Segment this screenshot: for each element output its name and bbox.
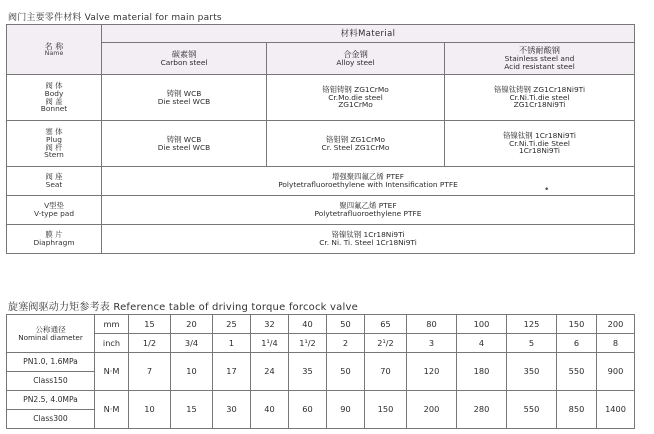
material-line: Cr. Steel ZG1CrMo: [321, 142, 390, 152]
inch-cell: 5: [507, 334, 557, 353]
material-line: Cr.Ni.Ti.die Steel: [509, 138, 570, 148]
pressure-class-label: PN2.5, 4.0MPa: [7, 391, 95, 410]
header-stainless: [445, 43, 635, 75]
material-line: Polytetrafluoroethylene PTFE: [314, 209, 422, 218]
material-line: Die steel WCB: [157, 142, 211, 152]
material-line: ZG1Cr18Ni9Ti: [513, 100, 566, 110]
name-line: Stern: [44, 150, 64, 160]
header-name-cell: [7, 25, 102, 75]
torque-value: 35: [289, 353, 327, 391]
torque-value: 550: [507, 391, 557, 429]
pressure-class-label: Class300: [7, 410, 95, 429]
pressure-class-label: Class150: [7, 372, 95, 391]
material-line: Polytetrafluoroethylene with Intensification PTFE: [278, 180, 458, 189]
header-stainless-en1: Stainless steel and: [504, 54, 575, 64]
torque-value: 280: [457, 391, 507, 429]
valve-material-table: [6, 24, 635, 254]
mm-cell: 125: [507, 315, 557, 334]
torque-value: 180: [457, 353, 507, 391]
inch-cell: 6: [557, 334, 597, 353]
valve-material-title: 阀门主要零件材料 Valve material for main parts: [8, 13, 222, 23]
mm-cell: 20: [171, 315, 213, 334]
nominal-en: Nominal diameter: [18, 332, 83, 342]
material-line: Cr.Mo.die steel: [328, 92, 383, 102]
name-line: Bonnet: [40, 104, 68, 114]
material-line: 铬钼铸钢 ZG1CrMo: [322, 84, 389, 94]
mm-cell: 200: [597, 315, 635, 334]
header-alloy-cn: 合金钢: [343, 49, 368, 60]
row-vpad-material: [102, 196, 635, 225]
unit-cell: N·M: [95, 391, 129, 429]
row-body-bonnet-alloy: [267, 75, 445, 121]
header-alloy: [267, 43, 445, 75]
torque-value: 70: [365, 353, 407, 391]
torque-value: 1400: [597, 391, 635, 429]
inch-cell: 1¹/2: [289, 334, 327, 353]
torque-table-title: 旋塞阀驱动力矩参考表 Reference table of driving torque forcock valve: [8, 302, 358, 313]
mm-cell: 150: [557, 315, 597, 334]
header-name-en: Name: [44, 49, 64, 58]
torque-value: 10: [129, 391, 171, 429]
material-line: 铸钢 WCB: [166, 88, 202, 98]
row-vpad-name: [7, 196, 102, 225]
torque-value: 17: [213, 353, 251, 391]
row-plug-stern-carbon: [102, 121, 267, 167]
mm-label: mm: [95, 315, 129, 334]
name-line: 阀 盖: [45, 96, 63, 106]
nominal-cn: 公称通径: [35, 324, 66, 334]
name-line: Body: [44, 88, 64, 98]
inch-cell: 2: [327, 334, 365, 353]
material-line: 1Cr18Ni9Ti: [519, 146, 560, 156]
material-line: 聚四氟乙烯 PTEF: [339, 201, 397, 211]
torque-value: 40: [251, 391, 289, 429]
torque-value: 90: [327, 391, 365, 429]
material-line: Cr. Ni. Ti. Steel 1Cr18Ni9Ti: [319, 238, 417, 247]
torque-value: 200: [407, 391, 457, 429]
header-stainless-cn: 不锈耐酸钢: [519, 45, 560, 56]
inch-cell: 3: [407, 334, 457, 353]
torque-value: 150: [365, 391, 407, 429]
row-plug-stern-stainless: [445, 121, 635, 167]
torque-value: 30: [213, 391, 251, 429]
header-carbon: [102, 43, 267, 75]
torque-value: 900: [597, 353, 635, 391]
row-diaphragm-name: [7, 225, 102, 254]
header-stainless-en2: Acid resistant steel: [504, 61, 575, 71]
torque-value: 60: [289, 391, 327, 429]
name-line: 塞 体: [45, 126, 63, 136]
material-line: Die steel WCB: [157, 96, 211, 106]
torque-value: 550: [557, 353, 597, 391]
mm-cell: 50: [327, 315, 365, 334]
torque-table: [6, 314, 635, 429]
inch-cell: 1/2: [129, 334, 171, 353]
pressure-class-label: PN1.0, 1.6MPa: [7, 353, 95, 372]
inch-cell: 2¹/2: [365, 334, 407, 353]
torque-value: 10: [171, 353, 213, 391]
name-line: V型垫: [44, 201, 64, 211]
torque-value: 24: [251, 353, 289, 391]
mm-cell: 40: [289, 315, 327, 334]
torque-value: 850: [557, 391, 597, 429]
inch-cell: 3/4: [171, 334, 213, 353]
header-name-cn: 名 称: [44, 40, 64, 51]
inch-cell: 4: [457, 334, 507, 353]
torque-value: 7: [129, 353, 171, 391]
mm-cell: 80: [407, 315, 457, 334]
stray-mark: •: [544, 185, 550, 195]
inch-cell: 1¹/4: [251, 334, 289, 353]
material-line: 铸钢 WCB: [166, 134, 202, 144]
torque-value: 120: [407, 353, 457, 391]
name-line: V-type pad: [33, 209, 75, 218]
material-line: ZG1CrMo: [338, 100, 373, 110]
material-line: 铬镍钛钢 1Cr18Ni9Ti: [503, 130, 576, 140]
name-line: 阀 座: [45, 172, 63, 182]
nominal-diameter-cell: [7, 315, 95, 353]
material-line: Cr.Ni.Ti.die steel: [509, 92, 570, 102]
header-material-label: 材料Material: [340, 28, 396, 39]
mm-cell: 100: [457, 315, 507, 334]
row-plug-stern-alloy: [267, 121, 445, 167]
header-alloy-en: Alloy steel: [336, 57, 375, 67]
inch-label: inch: [95, 334, 129, 353]
name-line: Seat: [45, 180, 63, 189]
header-carbon-cn: 碳素钢: [171, 49, 197, 60]
torque-value: 15: [171, 391, 213, 429]
inch-cell: 1: [213, 334, 251, 353]
name-line: 阀 体: [45, 80, 63, 90]
mm-cell: 25: [213, 315, 251, 334]
inch-cell: 8: [597, 334, 635, 353]
material-line: 铬镍钛钢 1Cr18Ni9Ti: [331, 230, 405, 240]
header-carbon-en: Carbon steel: [160, 57, 208, 67]
mm-cell: 15: [129, 315, 171, 334]
mm-cell: 32: [251, 315, 289, 334]
row-body-bonnet-stainless: [445, 75, 635, 121]
torque-value: 50: [327, 353, 365, 391]
header-material: [102, 25, 635, 43]
material-line: 铬钼钢 ZG1CrMo: [325, 134, 386, 144]
name-line: Diaphragm: [33, 238, 75, 247]
row-plug-stern-name: [7, 121, 102, 167]
name-line: 阀 杆: [45, 142, 63, 152]
row-diaphragm-material: [102, 225, 635, 254]
material-line: 铬镍钛铸钢 ZG1Cr18Ni9Ti: [493, 84, 586, 94]
row-seat-material: [102, 167, 635, 196]
torque-value: 350: [507, 353, 557, 391]
unit-cell: N·M: [95, 353, 129, 391]
row-body-bonnet-carbon: [102, 75, 267, 121]
row-seat-name: [7, 167, 102, 196]
mm-cell: 65: [365, 315, 407, 334]
row-body-bonnet-name: [7, 75, 102, 121]
material-line: 增强聚四氟乙烯 PTEF: [332, 172, 404, 182]
name-line: 膜 片: [45, 230, 63, 240]
name-line: Plug: [46, 134, 62, 144]
